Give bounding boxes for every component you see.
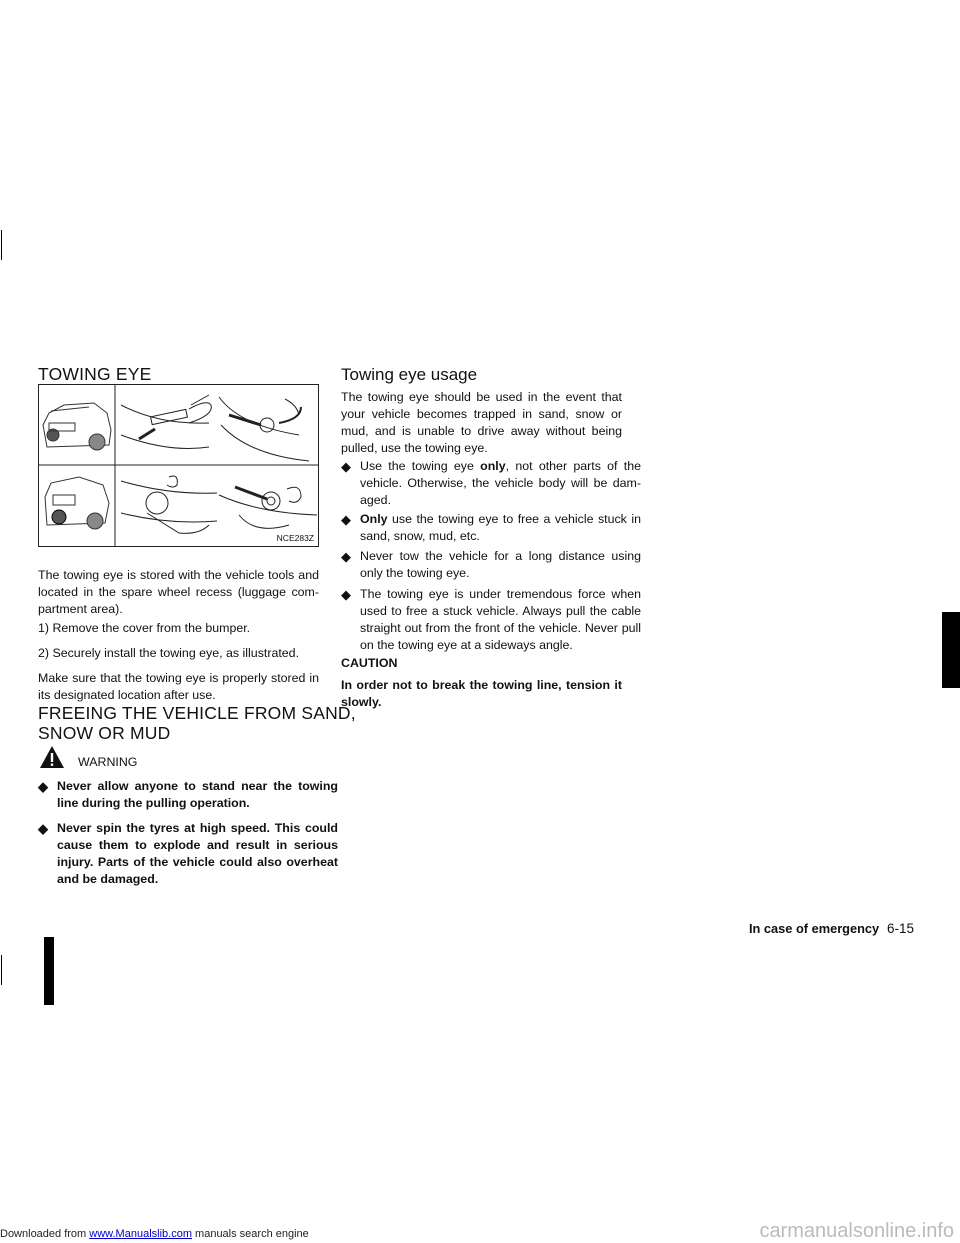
bullet-icon: ◆ — [38, 821, 48, 836]
usage-bullet-2: ◆ Only use the towing eye to free a vehicle stuck in sand, snow, mud, etc. — [341, 512, 641, 543]
storage-note: Make sure that the towing eye is properly stored in its designated location after use. — [38, 671, 319, 702]
footer-page-number: 6-15 — [887, 921, 915, 936]
bullet-icon: ◆ — [38, 779, 48, 794]
usage-bullet-4: ◆ The towing eye is under tremendous force when used to free a stuck vehicle. Always pull the cable straight out from the front of the vehicle. Never pull on the towing eye at a sideways angle. — [341, 587, 641, 652]
footer-section-title: In case of emergency — [749, 921, 880, 936]
bullet-icon: ◆ — [341, 512, 351, 527]
trim-mark-top — [1, 230, 2, 260]
rear-car-drawing — [45, 477, 109, 529]
bullet-icon: ◆ — [341, 459, 351, 474]
download-banner: Downloaded from www.Manualslib.com manuals search engine — [0, 1228, 309, 1240]
step-1: 1) Remove the cover from the bumper. — [38, 621, 251, 635]
front-car-drawing — [43, 403, 111, 450]
chapter-tab — [942, 612, 960, 688]
freeing-heading-line1: FREEING THE VEHICLE FROM SAND, — [38, 703, 356, 723]
figure-code: NCE283Z — [276, 533, 314, 543]
towing-eye-illustration — [39, 385, 318, 546]
warning-bullet-1: ◆ Never allow anyone to stand near the towing line during the pulling operation. — [38, 779, 338, 810]
bullet-icon: ◆ — [341, 549, 351, 564]
caution-label: CAUTION — [341, 656, 398, 670]
usage-bullet-1: ◆ Use the towing eye only, not other parts of the vehicle. Otherwise, the vehicle body will be dam-aged. — [341, 459, 641, 507]
towing-eye-figure — [38, 384, 319, 547]
cover-removal-drawing — [121, 395, 211, 449]
usage-bullet-3: ◆ Never tow the vehicle for a long distance using only the towing eye. — [341, 549, 641, 580]
bumper-hook-drawing — [121, 476, 217, 533]
freeing-heading — [38, 703, 356, 743]
manualslib-link[interactable]: www.Manualslib.com — [89, 1228, 192, 1240]
warning-bullet-2: ◆ Never spin the tyres at high speed. This could cause them to explode and result in serious injury. Parts of the vehicle could also overheat and be damaged. — [38, 821, 338, 886]
freeing-heading-line2: SNOW OR MUD — [38, 723, 171, 743]
warning-icon — [39, 745, 65, 769]
watermark-logo: carmanualsonline.info — [759, 1220, 954, 1242]
towing-eye-installed-drawing — [219, 487, 317, 528]
bullet-icon: ◆ — [341, 587, 351, 602]
install-eye-drawing — [219, 397, 309, 461]
trim-mark-bottom — [1, 955, 2, 985]
towing-eye-heading: TOWING EYE — [38, 364, 152, 384]
towing-eye-usage-heading: Towing eye usage — [341, 365, 478, 384]
step-2: 2) Securely install the towing eye, as illustrated. — [38, 646, 300, 660]
warning-label: WARNING — [78, 755, 138, 769]
storage-paragraph: The towing eye is stored with the vehicle tools and located in the spare wheel recess (luggage com-partment area). — [38, 568, 319, 616]
left-bar — [44, 937, 54, 1005]
usage-paragraph: The towing eye should be used in the event that your vehicle becomes trapped in sand, snow or mud, and is unable to drive away without being pulled, use the towing eye. — [341, 390, 622, 455]
caution-text: In order not to break the towing line, tension it slowly. — [341, 678, 622, 709]
